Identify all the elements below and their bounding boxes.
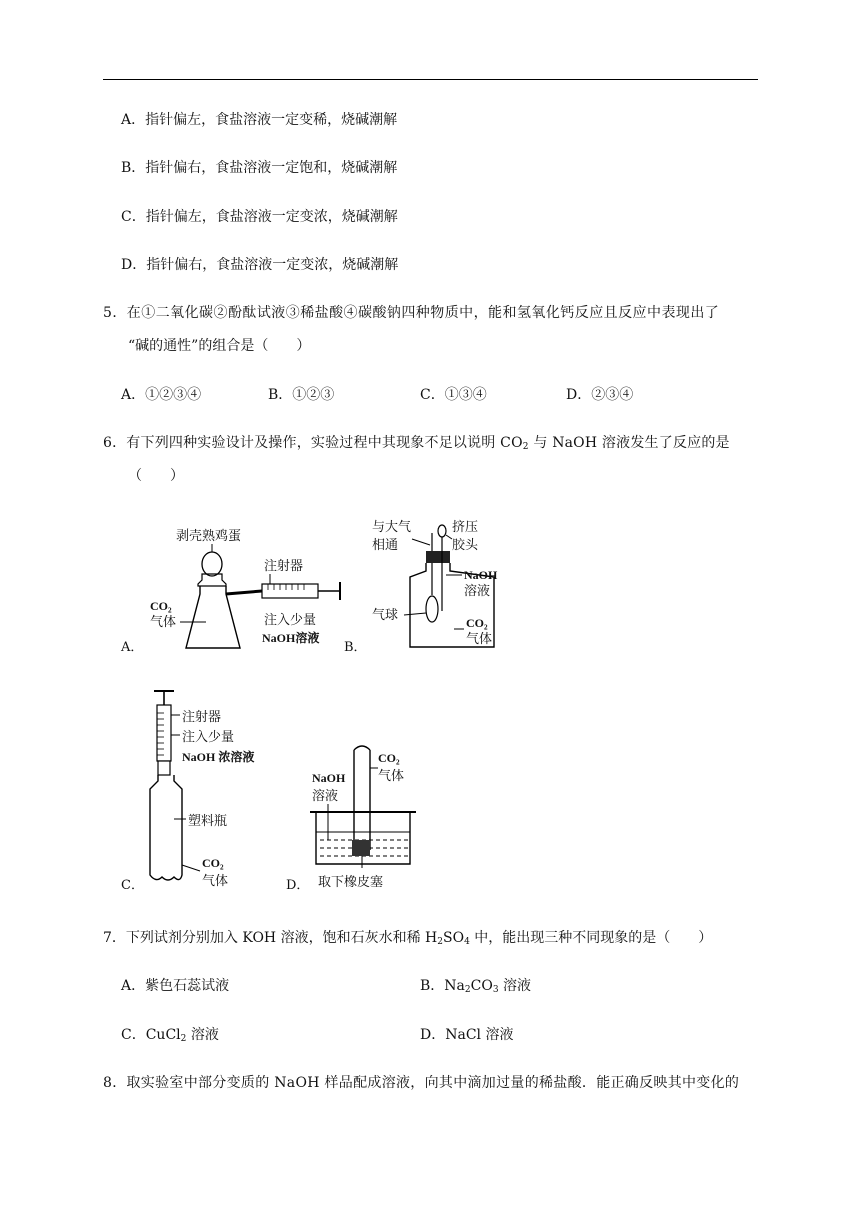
fig-b-press-pointer <box>446 535 452 539</box>
q6-stem-part-a: 6．有下列四种实验设计及操作，实验过程中其现象不足以说明 CO <box>103 435 523 451</box>
fig-a-egg <box>202 552 222 576</box>
fig-b-balloon <box>426 596 438 622</box>
fig-b-balloon-label: 气球 <box>372 608 399 623</box>
q7-option-d <box>420 1026 513 1044</box>
figure-b-diagram <box>368 515 508 655</box>
fig-b-gas-label: CO₂ <box>466 616 488 630</box>
fig-c-cap <box>158 761 170 775</box>
q6-stem-line1 <box>103 434 730 452</box>
q7-option-c <box>121 1026 219 1044</box>
fig-b-press-label: 挤压 <box>452 520 479 535</box>
fig-c-syringe-barrel <box>157 705 171 761</box>
figure-a <box>140 520 350 660</box>
fig-d-gas-label-2: 气体 <box>378 769 405 784</box>
figure-c-diagram <box>140 685 280 890</box>
fig-a-egg-label: 剥壳熟鸡蛋 <box>176 529 242 544</box>
q5-option-c-text: ①③④ <box>444 387 487 403</box>
fig-a-syringe-label: 注射器 <box>264 559 304 574</box>
fig-a-gas-label-2: 气体 <box>150 615 177 630</box>
q7-stem-mid: SO <box>442 930 465 946</box>
fig-b-stopper <box>426 551 450 563</box>
q4-option-b <box>121 159 397 177</box>
q4-option-d-text: 指针偏右，食盐溶液一定变浓，烧碱潮解 <box>146 257 399 273</box>
fig-d-stopper <box>352 840 370 856</box>
fig-a-flask <box>186 586 240 648</box>
fig-b-balloon-pointer <box>404 613 426 615</box>
q8-stem-line1: 8．取实验室中部分变质的 NaOH 样品配成溶液，向其中滴加过量的稀盐酸．能正确反映其中变化的 <box>103 1075 740 1091</box>
q6-stem-line2: （ ） <box>128 468 184 484</box>
q4-option-c-text: 指针偏左，食盐溶液一定变浓，烧碱潮解 <box>145 209 398 225</box>
figure-a-diagram <box>140 520 350 660</box>
fig-c-bottle <box>150 775 182 880</box>
header-rule <box>103 79 758 80</box>
q7-stem-part-a: 7．下列试剂分别加入 KOH 溶液，饱和石灰水和稀 H <box>103 930 438 946</box>
q7-option-b-pre: Na <box>444 978 465 994</box>
fig-b-press-label-2: 胶头 <box>452 538 479 553</box>
q5-option-b-label: B． <box>268 387 293 403</box>
q5-option-a-label: A． <box>121 387 146 403</box>
fig-b-gas-label-2: 气体 <box>466 632 493 647</box>
q4-option-b-text: 指针偏右，食盐溶液一定饱和，烧碱潮解 <box>145 160 398 176</box>
q7-option-c-post: 溶液 <box>186 1027 219 1043</box>
q4-option-a-label: A． <box>121 112 146 128</box>
q7-stem <box>103 929 712 947</box>
fig-d-test-tube <box>354 746 370 850</box>
q7-stem-part-b: 中，能出现三种不同现象的是（ ） <box>469 930 713 946</box>
figure-d-diagram <box>308 740 428 890</box>
q4-option-b-label: B． <box>121 160 146 176</box>
fig-b-naoh-label: NaOH <box>464 568 498 582</box>
q4-option-c <box>121 208 398 226</box>
fig-c-inject-label: 注入少量 <box>182 730 235 745</box>
q4-option-d <box>121 256 398 274</box>
q4-option-a <box>121 111 397 129</box>
fig-d-naoh-label: NaOH <box>312 771 346 785</box>
q7-option-d-text: NaCl 溶液 <box>445 1027 514 1043</box>
q7-option-b <box>420 977 531 995</box>
fig-b-dropper-bulb <box>438 525 446 537</box>
q7-option-a-label: A． <box>121 978 146 994</box>
figure-a-label: A． <box>121 640 144 655</box>
q5-option-a-text: ①②③④ <box>145 387 202 403</box>
q7-option-b-sub1: 2 <box>464 985 471 995</box>
fig-c-bottle-label: 塑料瓶 <box>188 814 228 829</box>
q7-option-d-label: D． <box>420 1027 446 1043</box>
q7-option-c-label: C． <box>121 1027 146 1043</box>
q4-option-d-label: D． <box>121 257 147 273</box>
q7-option-b-post: 溶液 <box>498 978 532 994</box>
figure-d <box>308 740 428 890</box>
q5-option-d <box>566 386 633 404</box>
fig-c-gas-pointer <box>182 865 200 871</box>
fig-c-gas-label-2: 气体 <box>202 874 229 889</box>
q5-option-c <box>420 386 487 404</box>
fig-c-syringe-label: 注射器 <box>182 710 222 725</box>
q5-option-b <box>268 386 334 404</box>
q5-option-c-label: C． <box>420 387 445 403</box>
q7-option-b-mid: CO <box>470 978 493 994</box>
q5-option-b-text: ①②③ <box>292 387 335 403</box>
fig-a-inject-label-2: NaOH溶液 <box>262 631 320 645</box>
fig-a-syringe-barrel <box>262 584 318 598</box>
q5-option-d-label: D． <box>566 387 592 403</box>
figure-b-label: B． <box>344 640 367 655</box>
fig-d-gas-label: CO₂ <box>378 751 400 765</box>
q7-option-b-sub2: 3 <box>492 985 499 995</box>
q4-option-c-label: C． <box>121 209 146 225</box>
q7-option-a <box>121 977 229 995</box>
figure-c <box>140 685 280 890</box>
q5-stem-line1: 5．在①二氧化碳②酚酞试液③稀盐酸④碳酸钠四种物质中，能和氢氧化钙反应且反应中表现出了 <box>103 305 720 321</box>
q6-stem-part-b: 与 NaOH 溶液发生了反应的是 <box>528 435 730 451</box>
q7-stem-sub2: 4 <box>464 937 470 947</box>
fig-b-air-label: 与大气 <box>372 520 412 535</box>
q7-option-a-text: 紫色石蕊试液 <box>145 978 230 994</box>
q5-stem-line2: “碱的通性”的组合是（ ） <box>128 338 311 354</box>
q7-option-c-pre: CuCl <box>145 1027 181 1043</box>
q7-stem-sub1: 2 <box>437 937 443 947</box>
fig-d-stopper-label: 取下橡皮塞 <box>318 875 384 890</box>
fig-b-naoh-label-2: 溶液 <box>464 584 491 599</box>
q5-option-d-text: ②③④ <box>591 387 634 403</box>
q7-option-b-label: B． <box>420 978 445 994</box>
fig-c-inject-label-2: NaOH 浓溶液 <box>182 750 255 764</box>
fig-a-inject-label: 注入少量 <box>264 613 317 628</box>
fig-b-air-pointer <box>412 539 430 545</box>
fig-c-gas-label: CO₂ <box>202 856 224 870</box>
fig-d-naoh-label-2: 溶液 <box>312 789 339 804</box>
fig-a-gas-label: CO₂ <box>150 599 172 613</box>
figure-d-label: D． <box>286 878 310 893</box>
fig-b-air-label-2: 相通 <box>372 538 399 553</box>
figure-b <box>368 515 508 655</box>
figure-c-label: C． <box>121 878 144 893</box>
q5-option-a <box>121 386 201 404</box>
fig-a-tube <box>226 591 262 594</box>
q6-stem-sub: 2 <box>522 442 529 452</box>
q7-option-c-sub1: 2 <box>180 1034 187 1044</box>
q4-option-a-text: 指针偏左，食盐溶液一定变稀，烧碱潮解 <box>145 112 398 128</box>
